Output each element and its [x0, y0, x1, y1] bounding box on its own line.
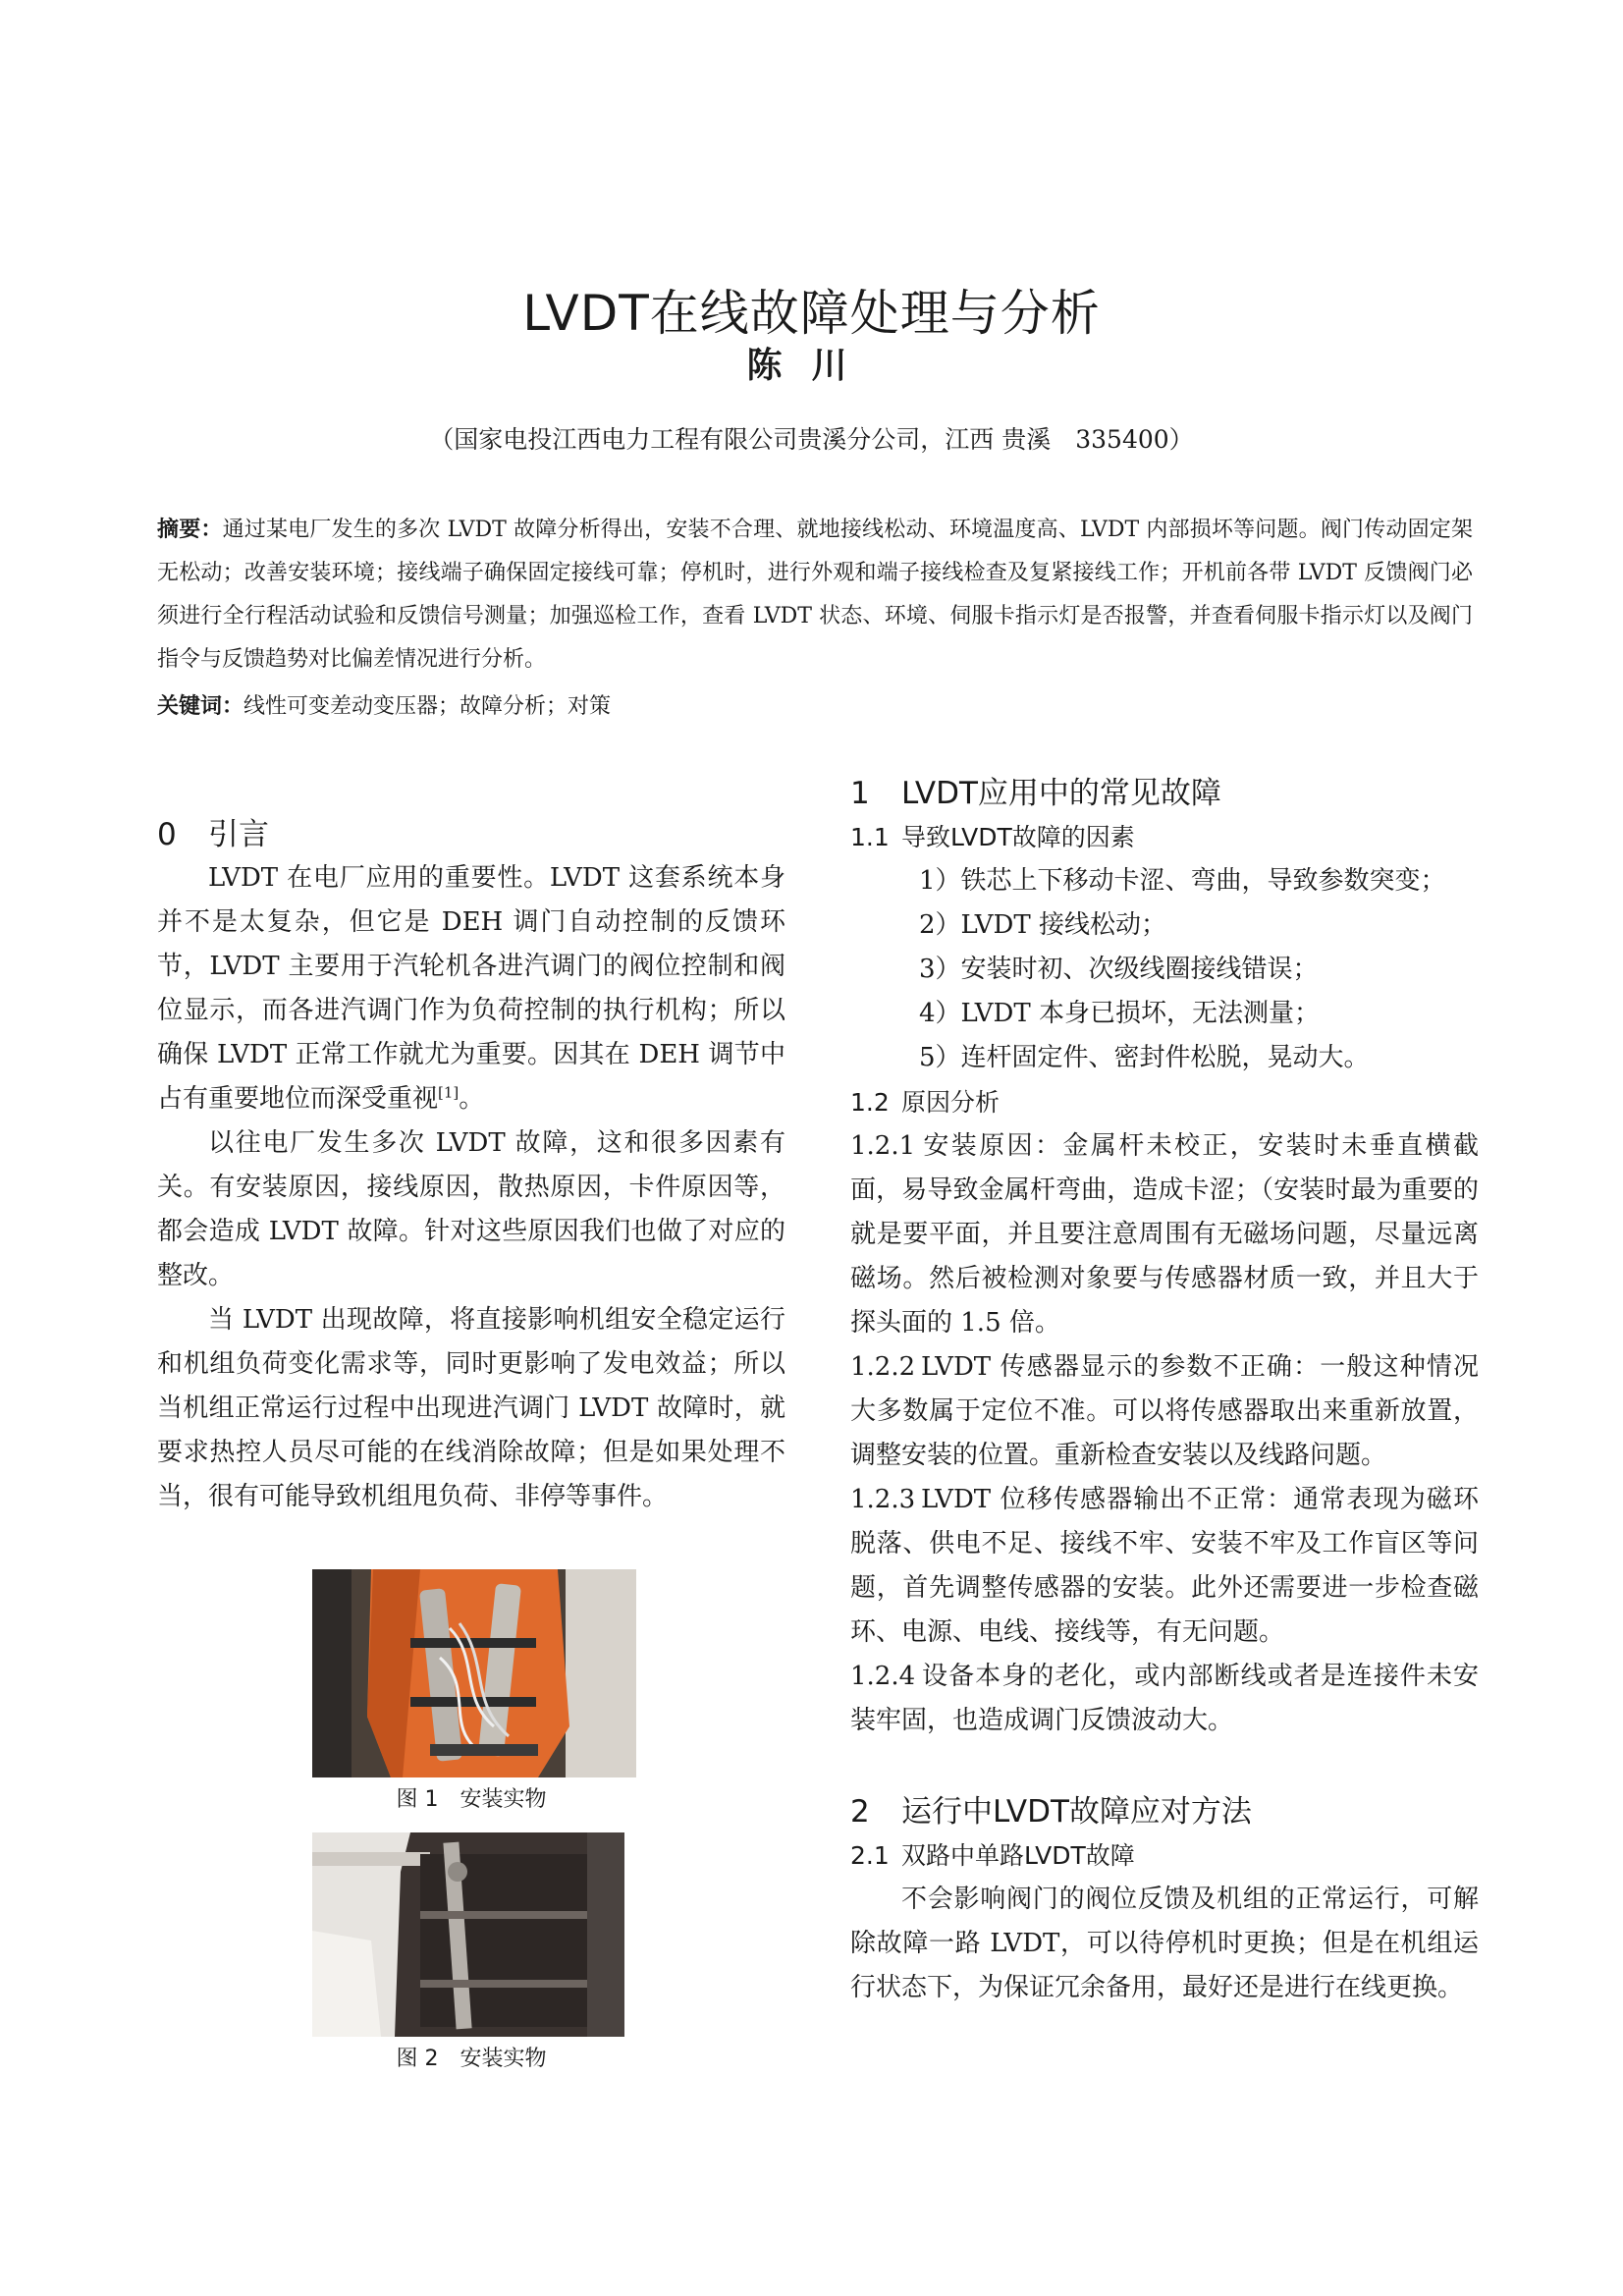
section-1-heading	[850, 772, 1479, 815]
figure-1-photo	[312, 1569, 636, 1777]
intro-paragraph-2: 以往电厂发生多次 LVDT 故障，这和很多因素有关。有安装原因，接线原因，散热原因，卡件原因等，都会造成 LVDT 故障。针对这些原因我们也做了对应的整改。	[157, 1128, 785, 1290]
left-column	[157, 813, 785, 1519]
factor-item-4: 4）LVDT 本身已损坏，无法测量；	[919, 999, 1320, 1028]
right-column	[850, 772, 1479, 2010]
figure-2-photo	[312, 1832, 624, 2037]
abstract-text: 通过某电厂发生的多次 LVDT 故障分析得出，安装不合理、就地接线松动、环境温度高、LVDT 内部损坏等问题。阀门传动固定架无松动；改善安装环境；接线端子确保固定接线可靠；停机时，进行外观和端子接线检查及复紧接线工作；开机前各带 LVDT 反馈阀门必须进行全行程活动试验和反馈信号测量；加强巡检工作，查看 LVDT 状态、环境、伺服卡指示灯是否报警，并查看伺服卡指示灯以及阀门指令与反馈趋势对比偏差情况进行分析。	[157, 518, 1473, 672]
paper-title: LVDT在线故障处理与分析	[522, 284, 1101, 342]
intro-paragraph-1-end: 。	[459, 1084, 485, 1114]
abstract	[157, 509, 1473, 682]
subsection-1-1-title: 导致LVDT故障的因素	[901, 823, 1135, 851]
section-2-heading	[850, 1790, 1479, 1833]
section-1-title: LVDT应用中的常见故障	[901, 776, 1221, 811]
figure-1-caption: 图 1 安装实物	[396, 1787, 547, 1812]
analysis-1-2-4-number: 1.2.4	[850, 1662, 916, 1691]
subsection-2-1-title: 双路中单路LVDT故障	[901, 1841, 1135, 1870]
section-2-number: 2	[850, 1794, 870, 1830]
analysis-1-2-3-number: 1.2.3	[850, 1485, 916, 1514]
analysis-1-2-2	[850, 1345, 1479, 1478]
analysis-1-2-3-text: LVDT 位移传感器输出不正常：通常表现为磁环脱落、供电不足、接线不牢、安装不牢及工作盲区等问题，首先调整传感器的安装。此外还需要进一步检查磁环、电源、电线、接线等，有无问题。	[850, 1485, 1479, 1647]
subsection-1-2-title: 原因分析	[901, 1088, 1001, 1117]
keywords-label: 关键词：	[157, 694, 244, 719]
subsection-1-1-number: 1.1	[850, 823, 890, 851]
intro-paragraph-1	[157, 856, 785, 1121]
abstract-label: 摘要：	[157, 518, 223, 542]
author-name: 陈川	[746, 346, 877, 386]
section-0-number: 0	[157, 817, 177, 852]
section-2-title: 运行中LVDT故障应对方法	[901, 1794, 1252, 1830]
analysis-1-2-2-text: LVDT 传感器显示的参数不正确：一般这种情况大多数属于定位不准。可以将传感器取出来重新放置，调整安装的位置。重新检查安装以及线路问题。	[850, 1352, 1479, 1470]
intro-paragraph-1-text: LVDT 在电厂应用的重要性。LVDT 这套系统本身并不是太复杂，但它是 DEH 调门自动控制的反馈环节，LVDT 主要用于汽轮机各进汽调门的阀位控制和阀位显示，而各进汽调门作为负荷控制的执行机构；所以确保 LVDT 正常工作就尤为重要。因其在 DEH 调节中占有重要地位而深受重视	[157, 863, 785, 1114]
subsection-2-1-heading	[850, 1833, 1479, 1878]
factor-item-2: 2）LVDT 接线松动；	[919, 910, 1166, 940]
subsection-1-2-number: 1.2	[850, 1088, 890, 1117]
analysis-1-2-1-number: 1.2.1	[850, 1131, 916, 1161]
intro-paragraph-3: 当 LVDT 出现故障，将直接影响机组安全稳定运行和机组负荷变化需求等，同时更影响了发电效益；所以当机组正常运行过程中出现进汽调门 LVDT 故障时，就要求热控人员尽可能的在线消除故障；但是如果处理不当，很有可能导致机组甩负荷、非停等事件。	[157, 1305, 785, 1511]
citation-ref: [1]	[438, 1083, 460, 1102]
analysis-1-2-4	[850, 1655, 1479, 1743]
analysis-1-2-4-text: 设备本身的老化，或内部断线或者是连接件未安装牢固，也造成调门反馈波动大。	[850, 1662, 1479, 1735]
factor-item-3: 3）安装时初、次级线圈接线错误；	[919, 955, 1319, 984]
analysis-1-2-1-text: 安装原因：金属杆未校正，安装时未垂直横截面，易导致金属杆弯曲，造成卡涩；（安装时最为重要的就是要平面，并且要注意周围有无磁场问题，尽量远离磁场。然后被检测对象要与传感器材质一致，并且大于探头面的 1.5 倍。	[850, 1131, 1479, 1338]
section-0-heading	[157, 813, 785, 856]
factor-item-5: 5）连杆固定件、密封件松脱，晃动大。	[919, 1043, 1370, 1072]
section-0-title: 引言	[208, 817, 269, 852]
subsection-1-1-heading	[850, 815, 1479, 859]
subsection-2-1-number: 2.1	[850, 1841, 890, 1870]
keywords	[157, 687, 1473, 727]
section-1-number: 1	[850, 776, 870, 811]
author-affiliation: （国家电投江西电力工程有限公司贵溪分公司，江西 贵溪 335400）	[429, 425, 1194, 454]
figure-2-caption: 图 2 安装实物	[396, 2047, 547, 2071]
keywords-text: 线性可变差动变压器；故障分析；对策	[243, 694, 612, 719]
factor-item-1: 1）铁芯上下移动卡涩、弯曲，导致参数突变；	[919, 866, 1446, 896]
section-2-1-paragraph: 不会影响阀门的阀位反馈及机组的正常运行，可解除故障一路 LVDT，可以待停机时更换；但是在机组运行状态下，为保证冗余备用，最好还是进行在线更换。	[850, 1885, 1479, 2002]
subsection-1-2-heading	[850, 1080, 1479, 1124]
analysis-1-2-2-number: 1.2.2	[850, 1352, 916, 1382]
analysis-1-2-1	[850, 1124, 1479, 1345]
analysis-1-2-3	[850, 1478, 1479, 1655]
